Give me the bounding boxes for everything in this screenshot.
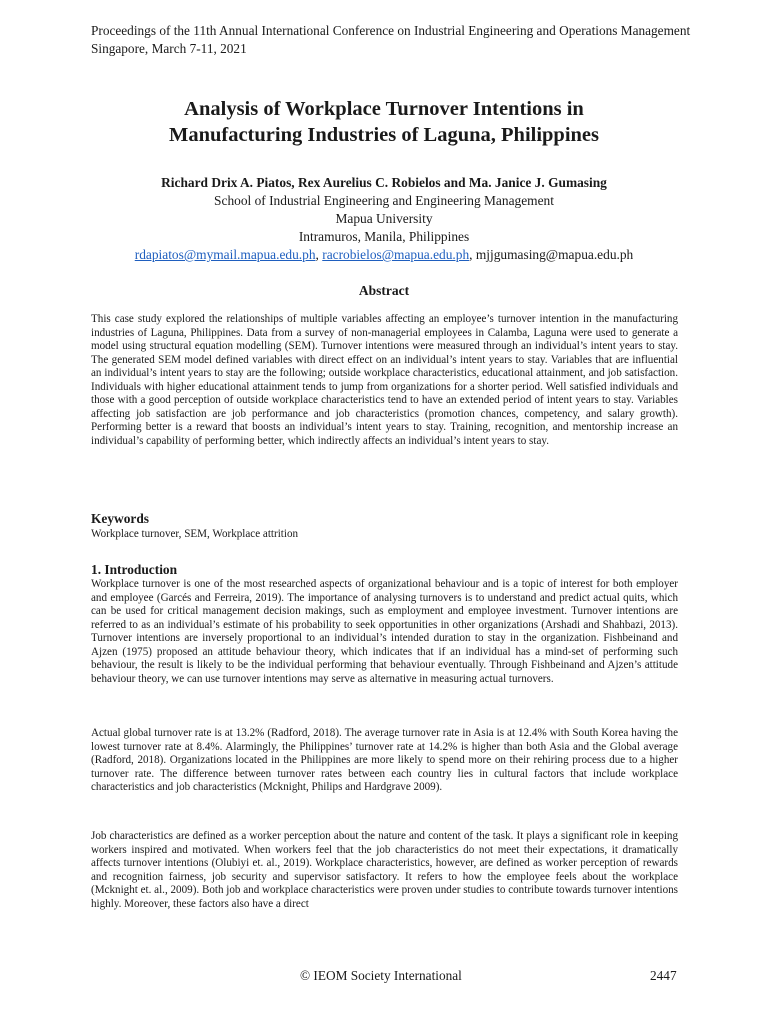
affiliation-university: Mapua University bbox=[335, 211, 433, 226]
running-header bbox=[91, 22, 731, 58]
introduction-heading: 1. Introduction bbox=[91, 562, 178, 577]
intro-paragraph-1: Workplace turnover is one of the most researched aspects of organizational behaviour and is a topic of interest for both employer and employee (Garcés and Ferreira, 2019). The importance of analysing turnovers is to understand and predict actual quits, which can be used for critical management decision makings, such as employment and employee investment. Turnover intentions are referred to as an individual’s estimate of his probability to seek opportunities in other organizations (Arshadi and Shahbazi, 2013). Turnover intentions are inversely proportional to an individual’s intended duration to stay in the organization. Fishbeinand and Ajzen (1975) proposed an attitude behaviour theory, which indicates that if an individual has a mind-set of performing such behaviour, the result is likely to be the individual performing that behaviour eventually. Through Fishbeinand and Ajzen’s attitude behaviour theory, we can use turnover intentions may serve as alternative in measuring actual turnovers. bbox=[91, 578, 678, 685]
email-link-robielos[interactable]: racrobielos@mapua.edu.ph bbox=[322, 247, 470, 262]
intro-paragraph-2: Actual global turnover rate is at 13.2% (Radford, 2018). The average turnover rate in Asia is at 12.4% with South Korea having the lowest turnover rate at 8.4%. Alarmingly, the Philippines’ turnover rate at 14.2% is higher than both Asia and the Global average (Radford, 2018). Organizations located in the Philippines are more likely to spend more on their rehiring process due to a higher turnover rate. The difference between turnover rates between each country lies in cultural factors that include workplace characteristics and job characteristics (Mcknight, Philips and Hardgrave 2009). bbox=[91, 727, 678, 793]
title-line-1: Analysis of Workplace Turnover Intentions in bbox=[184, 98, 584, 120]
abstract-text: This case study explored the relationships of multiple variables affecting an employee’s turnover intention in the manufacturing industries of Laguna, Philippines. Data from a survey of non-managerial employees in Calamba, Laguna were used to generate a model using structural equation modelling (SEM). Turnover intentions were measured through an individual’s intent years to stay. The generated SEM model defined variables with direct effect on an individual’s intent years to stay. Variables that are influential an individual’s intent years to stay are the following; outside workplace characteristics, educational attainment, and job satisfaction. Individuals with higher educational attainment tends to jump from organizations for a shorter period. Well satisfied individuals and those with a good perception of outside workplace characteristics tend to have an extended period of intent years to stay. Variables affecting job satisfaction are job performance and job characteristics (promotion chances, competency, and salary growth). Performing better is a reward that boosts an individual’s intent years to stay. Training, recognition, and mentorship increase an individual’s capability of performing better, which indirectly affects an individual’s intent years to stay. bbox=[91, 313, 678, 447]
author-block bbox=[90, 174, 678, 264]
footer-copyright: © IEOM Society International bbox=[300, 968, 462, 983]
intro-paragraph-3: Job characteristics are defined as a worker perception about the nature and content of the task. It plays a significant role in keeping workers inspired and motivated. When workers feel that the job characteristics do not meet their expectations, it dramatically affects turnover intentions (Olubiyi et. al., 2019). Workplace characteristics, however, are defined as worker perception of rewards and recognition fairness, job security and supervisor satisfactory. It refers to how the employee feels about the workplace (Mcknight et. al., 2009). Both job and workplace characteristics were proven under studies to contribute towards turnover intentions highly. Moreover, these factors also have a direct bbox=[91, 830, 678, 910]
email-link-piatos[interactable]: rdapiatos@mymail.mapua.edu.ph bbox=[134, 247, 316, 262]
title-line-2: Manufacturing Industries of Laguna, Philippines bbox=[168, 124, 600, 146]
author-emails bbox=[90, 246, 678, 264]
keywords-text: Workplace turnover, SEM, Workplace attrition bbox=[91, 528, 299, 540]
author-names: Richard Drix A. Piatos, Rex Aurelius C. Robielos and Ma. Janice J. Gumasing bbox=[161, 175, 607, 190]
keywords-heading: Keywords bbox=[91, 511, 150, 526]
affiliation-address: Intramuros, Manila, Philippines bbox=[298, 229, 470, 244]
email-separator: , bbox=[315, 247, 323, 262]
footer-page-number: 2447 bbox=[650, 968, 677, 983]
email-separator: , bbox=[469, 247, 476, 262]
header-location-date: Singapore, March 7-11, 2021 bbox=[91, 41, 247, 56]
abstract-heading: Abstract bbox=[358, 283, 410, 298]
email-gumasing: mjjgumasing@mapua.edu.ph bbox=[475, 247, 634, 262]
paper-title bbox=[90, 96, 678, 148]
affiliation-school: School of Industrial Engineering and Engineering Management bbox=[214, 193, 554, 208]
header-conference: Proceedings of the 11th Annual International Conference on Industrial Engineering and Operations Management bbox=[91, 23, 691, 38]
